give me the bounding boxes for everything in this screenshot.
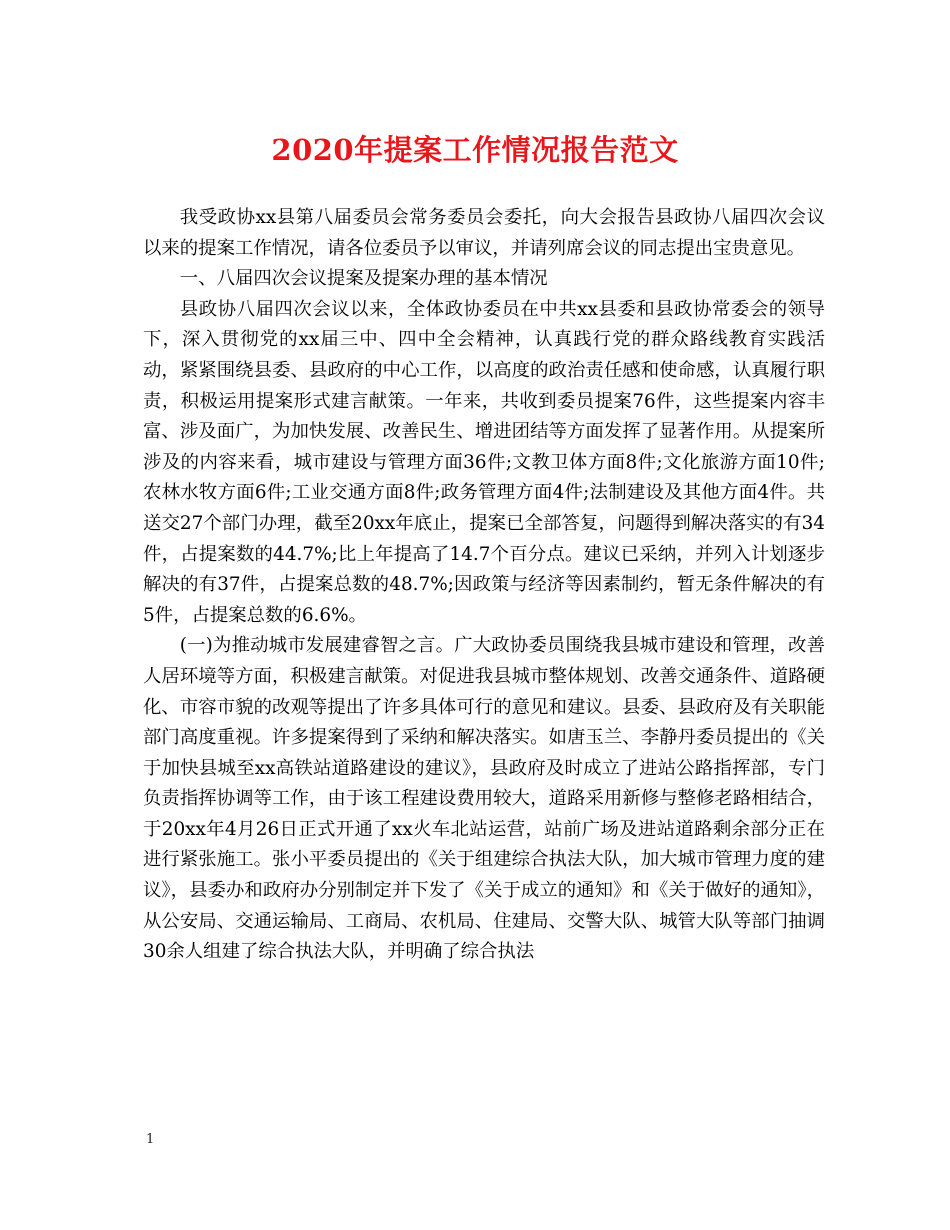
intro-paragraph: 我受政协xx县第八届委员会常务委员会委托，向大会报告县政协八届四次会议以来的提案工作情况，请各位委员予以审议，并请列席会议的同志提出宝贵意见。 (143, 207, 825, 259)
document-body (143, 203, 825, 968)
section-heading: 一、八届四次会议提案及提案办理的基本情况 (179, 268, 548, 290)
page-number: 1 (146, 1132, 155, 1147)
document-title: 2020年提案工作情况报告范文 (271, 133, 679, 167)
urban-development-paragraph: (一)为推动城市发展建睿智之言。广大政协委员围绕我县城市建设和管理，改善人居环境等方面，积极建言献策。对促进我县城市整体规划、改善交通条件、道路硬化、市容市貌的改观等提出了许多具体可行的意见和建议。县委、县政府及有关职能部门高度重视。许多提案得到了采纳和解决落实。如唐玉兰、李静丹委员提出的《关于加快县城至xx高铁站道路建设的建议》，县政府及时成立了进站公路指挥部，专门负责指挥协调等工作，由于该工程建设费用较大，道路采用新修与整修老路相结合，于20xx年4月26日正式开通了xx火车北站运营，站前广场及进站道路剩余部分正在进行紧张施工。张小平委员提出的《关于组建综合执法大队，加大城市管理力度的建议》，县委办和政府办分别制定并下发了《关于成立的通知》和《关于做好的通知》，从公安局、交通运输局、工商局、农机局、住建局、交警大队、城管大队等部门抽调30余人组建了综合执法大队，并明确了综合执法 (143, 635, 825, 963)
summary-paragraph: 县政协八届四次会议以来，全体政协委员在中共xx县委和县政协常委会的领导下，深入贯彻党的xx届三中、四中全会精神，认真践行党的群众路线教育实践活动，紧紧围绕县委、县政府的中心工作，以高度的政治责任感和使命感，认真履行职责，积极运用提案形式建言献策。一年来，共收到委员提案76件，这些提案内容丰富、涉及面广，为加快发展、改善民生、增进团结等方面发挥了显著作用。从提案所涉及的内容来看，城市建设与管理方面36件;文教卫体方面8件;文化旅游方面10件;农林水牧方面6件;工业交通方面8件;政务管理方面4件;法制建设及其他方面4件。共送交27个部门办理，截至20xx年底止，提案已全部答复，问题得到解决落实的有34件，占提案数的44.7%;比上年提高了14.7个百分点。建议已采纳，并列入计划逐步解决的有37件，占提案总数的48.7%;因政策与经济等因素制约，暂无条件解决的有5件，占提案总数的6.6%。 (143, 298, 825, 626)
